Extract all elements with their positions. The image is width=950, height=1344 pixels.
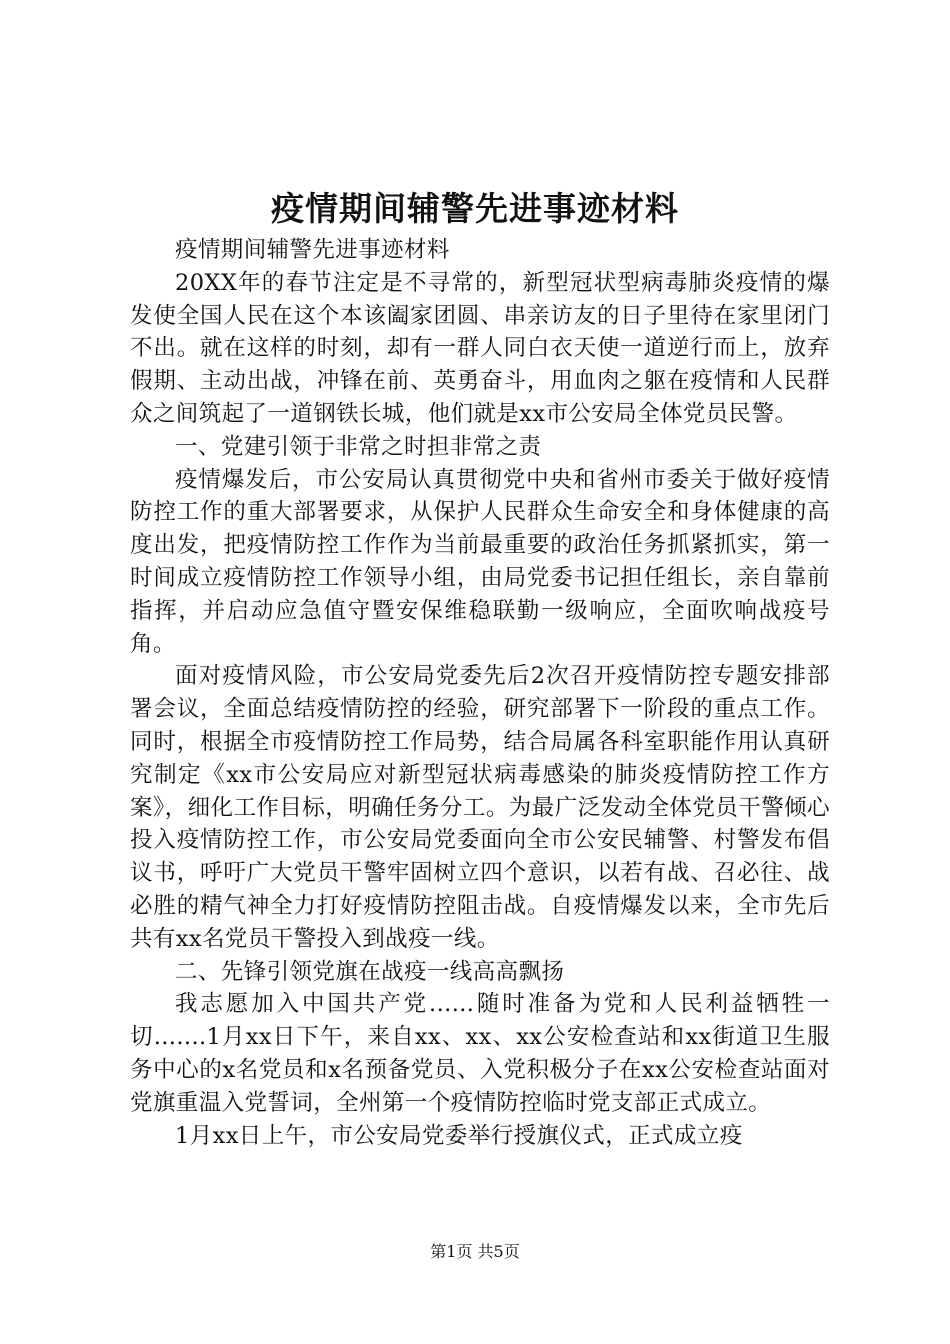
paragraph-intro: 20XX年的春节注定是不寻常的，新型冠状型病毒肺炎疫情的爆发使全国人民在这个本该阖家团圆、串亲访友的日子里待在家里闭门不出。就在这样的时刻，却有一群人同白衣天使一道逆行而上，放弃假期、主动出战，冲锋在前、英勇奋斗，用血肉之躯在疫情和人民群众之间筑起了一道钢铁长城，他们就是xx市公安局全体党员民警。: [130, 269, 830, 427]
paragraph-section1-b: 面对疫情风险，市公安局党委先后2次召开疫情防控专题安排部署会议，全面总结疫情防控的经验，研究部署下一阶段的重点工作。同时，根据全市疫情防控工作局势，结合局属各科室职能作用认真研究制定《xx市公安局应对新型冠状病毒感染的肺炎疫情防控工作方案》，细化工作目标，明确任务分工。为最广泛发动全体党员干警倾心投入疫情防控工作，市公安局党委面向全市公安民辅警、村警发布倡议书，呼吁广大党员干警牢固树立四个意识，以若有战、召必往、战必胜的精气神全力打好疫情防控阻击战。自疫情爆发以来，全市先后共有xx名党员干警投入到战疫一线。: [130, 663, 830, 952]
page-footer: 第1页 共5页: [430, 1242, 520, 1261]
paragraph-section2-b: 1月xx日上午，市公安局党委举行授旗仪式，正式成立疫: [175, 1122, 743, 1149]
document-title: 疫情期间辅警先进事迹材料: [271, 189, 679, 228]
paragraph-section1-a: 疫情爆发后，市公安局认真贯彻党中央和省州市委关于做好疫情防控工作的重大部署要求，从保护人民群众生命安全和身体健康的高度出发，把疫情防控工作作为当前最重要的政治任务抓紧抓实，第一时间成立疫情防控工作领导小组，由局党委书记担任组长，亲自靠前指挥，并启动应急值守暨安保维稳联勤一级响应，全面吹响战疫号角。: [130, 466, 830, 657]
paragraph-section2-a: 我志愿加入中国共产党......随时准备为党和人民利益牺牲一切.......1月xx日下午，来自xx、xx、xx公安检查站和xx街道卫生服务中心的x名党员和x名预备党员、入党积极分子在xx公安检查站面对党旗重温入党誓词，全州第一个疫情防控临时党支部正式成立。: [130, 991, 830, 1116]
section-heading-1: 一、党建引领于非常之时担非常之责: [175, 433, 542, 460]
section-heading-2: 二、先锋引领党旗在战疫一线高高飘扬: [175, 958, 565, 985]
document-body: [130, 234, 830, 1152]
paragraph-subtitle: 疫情期间辅警先进事迹材料: [175, 237, 450, 263]
